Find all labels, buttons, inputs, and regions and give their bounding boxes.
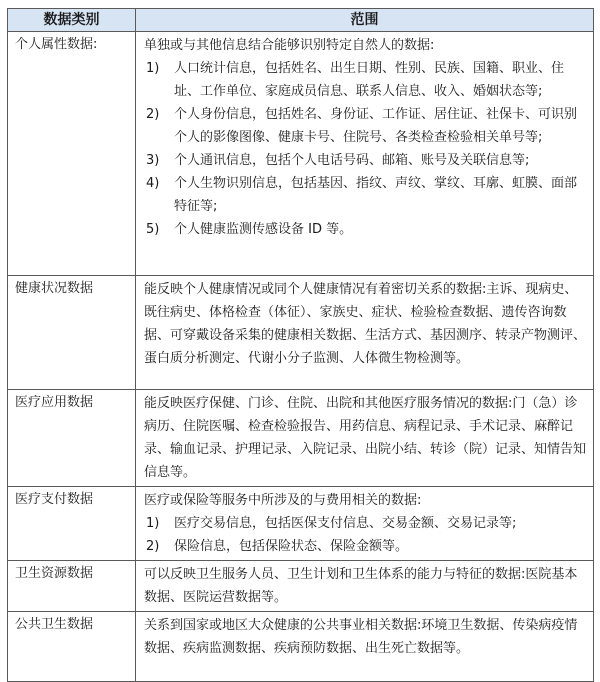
header-category: 数据类别 [8, 9, 136, 32]
scope-description: 关系到国家或地区大众健康的公共事业相关数据:环境卫生数据、传染病疫情数据、疾病监测数据、疾病预防数据、出生死亡数据等。 [144, 618, 578, 656]
category-cell: 医疗支付数据 [8, 487, 136, 561]
list-item [144, 218, 589, 241]
list-item-text: 医疗交易信息，包括医保支付信息、交易金额、交易记录等; [174, 516, 517, 531]
scope-cell [136, 561, 594, 612]
list-item [144, 172, 589, 218]
list-item-text: 人口统计信息，包括姓名、出生日期、性别、民族、国籍、职业、住址、工作单位、家庭成员信息、联系人信息、收入、婚姻状态等; [174, 61, 565, 99]
table-row [8, 561, 594, 612]
table-row [8, 276, 594, 390]
list-item [144, 149, 589, 172]
scope-cell [136, 612, 594, 682]
list-item-number: 1) [146, 516, 160, 531]
table-row [8, 612, 594, 682]
list-item-number: 5) [146, 222, 160, 237]
list-item [144, 103, 589, 149]
scope-cell [136, 390, 594, 487]
list-item-text: 个人身份信息，包括姓名、身份证、工作证、居住证、社保卡、可识别个人的影像图像、健康卡号、住院号、各类检查检验相关单号等; [174, 107, 578, 145]
list-item-text: 保险信息，包括保险状态、保险金额等。 [174, 539, 409, 554]
list-item [144, 535, 589, 558]
list-item [144, 512, 589, 535]
list-item-text: 个人生物识别信息，包括基因、指纹、声纹、掌纹、耳廓、虹膜、面部特征等; [174, 176, 578, 214]
header-scope: 范围 [136, 9, 594, 32]
list-item-number: 4) [146, 176, 160, 191]
list-item [144, 57, 589, 103]
category-cell: 医疗应用数据 [8, 390, 136, 487]
table-row [8, 32, 594, 276]
list-item-number: 1) [146, 61, 160, 76]
list-item-text: 个人健康监测传感设备 ID 等。 [174, 222, 353, 237]
scope-cell [136, 276, 594, 390]
scope-description: 可以反映卫生服务人员、卫生计划和卫生体系的能力与特征的数据:医院基本数据、医院运营数据等。 [144, 567, 578, 605]
category-cell: 个人属性数据: [8, 32, 136, 276]
scope-cell [136, 32, 594, 276]
table-row [8, 390, 594, 487]
scope-description: 能反映医疗保健、门诊、住院、出院和其他医疗服务情况的数据:门（急）诊病历、住院医嘱、检查检验报告、用药信息、病程记录、手术记录、麻醉记录、输血记录、护理记录、入院记录、出院小结、转诊（院）记录、知情告知信息等。 [144, 396, 587, 480]
category-cell: 健康状况数据 [8, 276, 136, 390]
scope-description: 医疗或保险等服务中所涉及的与费用相关的数据: [144, 493, 422, 508]
scope-description: 能反映个人健康情况或同个人健康情况有着密切关系的数据:主诉、现病史、既往病史、体格检查（体征）、家族史、症状、检验检查数据、遗传咨询数据、可穿戴设备采集的健康相关数据、生活方式、基因测序、转录产物测评、蛋白质分析测定、代谢小分子监测、人体微生物检测等。 [144, 282, 587, 366]
list-item-text: 个人通讯信息，包括个人电话号码、邮箱、账号及关联信息等; [174, 153, 530, 168]
table-row [8, 487, 594, 561]
list-item-number: 2) [146, 107, 160, 122]
list-item-number: 3) [146, 153, 160, 168]
category-cell: 公共卫生数据 [8, 612, 136, 682]
scope-cell [136, 487, 594, 561]
category-cell: 卫生资源数据 [8, 561, 136, 612]
data-category-table [7, 8, 594, 682]
list-item-number: 2) [146, 539, 160, 554]
table-header-row [8, 9, 594, 32]
scope-description: 单独或与其他信息结合能够识别特定自然人的数据: [144, 38, 435, 53]
